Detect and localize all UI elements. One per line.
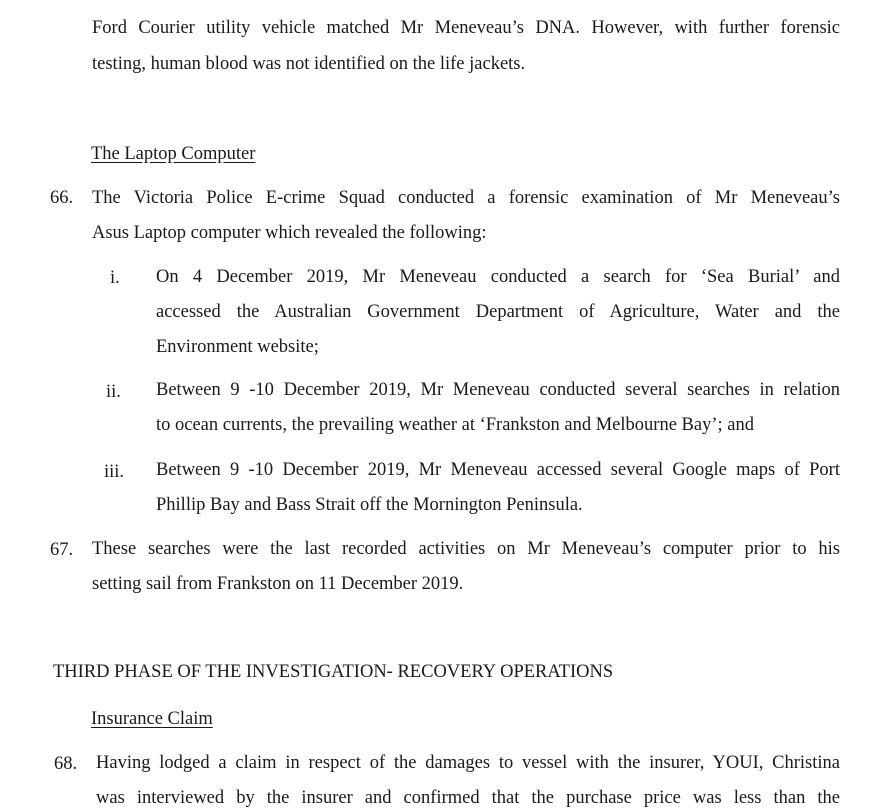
text-line: setting sail from Frankston on 11 December 2019. <box>92 574 464 594</box>
text-line: Environment website; <box>156 337 319 357</box>
paragraph-number: 68. <box>54 754 78 774</box>
text-line: Ford Courier utility vehicle matched Mr Meneveau’s DNA. However, with further forensic <box>92 18 840 38</box>
text-line: accessed the Australian Government Department of Agriculture, Water and the <box>156 302 840 322</box>
text-line: Having lodged a claim in respect of the damages to vessel with the insurer, YOUI, Christina <box>96 753 840 773</box>
section-heading-third-phase: THIRD PHASE OF THE INVESTIGATION- RECOVERY OPERATIONS <box>53 662 614 682</box>
text-line: These searches were the last recorded activities on Mr Meneveau’s computer prior to his <box>92 539 840 559</box>
list-marker: i. <box>110 268 120 288</box>
subheading-insurance-claim: Insurance Claim <box>91 709 213 729</box>
paragraph-number: 67. <box>50 540 74 560</box>
section-heading-laptop-computer: The Laptop Computer <box>91 144 256 164</box>
text-line: to ocean currents, the prevailing weather at ‘Frankston and Melbourne Bay’; and <box>156 415 754 435</box>
list-marker: iii. <box>104 462 125 482</box>
text-line: Between 9 -10 December 2019, Mr Meneveau accessed several Google maps of Port <box>156 460 840 480</box>
paragraph-number: 66. <box>50 188 74 208</box>
text-line: Asus Laptop computer which revealed the following: <box>92 223 487 243</box>
text-line: was interviewed by the insurer and confirmed that the purchase price was less than the <box>96 788 840 808</box>
text-line: Phillip Bay and Bass Strait off the Mornington Peninsula. <box>156 495 583 515</box>
text-line: Between 9 -10 December 2019, Mr Meneveau conducted several searches in relation <box>156 380 840 400</box>
text-line: On 4 December 2019, Mr Meneveau conducted a search for ‘Sea Burial’ and <box>156 267 840 287</box>
text-line: The Victoria Police E-crime Squad conducted a forensic examination of Mr Meneveau’s <box>92 188 840 208</box>
list-marker: ii. <box>106 382 121 402</box>
text-line: testing, human blood was not identified on the life jackets. <box>92 54 526 74</box>
